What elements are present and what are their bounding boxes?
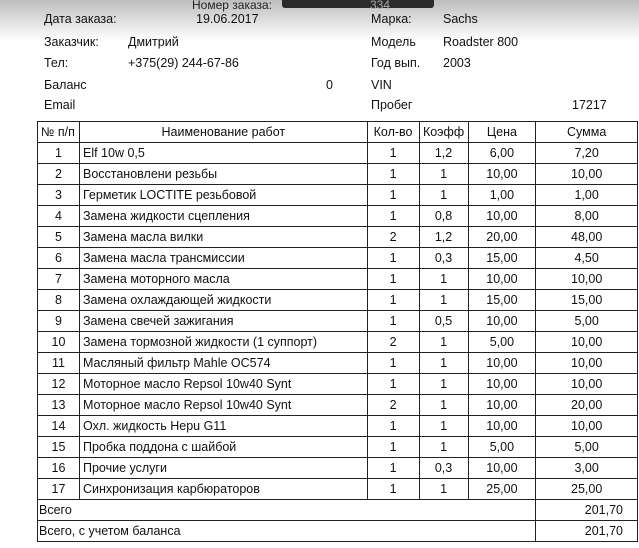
table-row (38, 458, 638, 479)
coefficient: 0,3 (419, 248, 468, 269)
price: 10,00 (468, 164, 536, 185)
table-row (38, 416, 638, 437)
row-number: 16 (38, 458, 80, 479)
price: 10,00 (468, 458, 536, 479)
price: 10,00 (468, 206, 536, 227)
date-label: Дата заказа: (44, 12, 117, 26)
header-price: Цена (468, 122, 536, 143)
work-name: Моторное масло Repsol 10w40 Synt (79, 374, 367, 395)
work-name: Замена моторного масла (79, 269, 367, 290)
total-value: 201,70 (536, 500, 638, 521)
work-name: Замена свечей зажигания (79, 311, 367, 332)
table-row (38, 227, 638, 248)
balance-value: 0 (326, 78, 333, 92)
order-number: 334 (370, 0, 391, 12)
work-name: Масляный фильтр Mahle OC574 (79, 353, 367, 374)
work-name: Моторное масло Repsol 10w40 Synt (79, 395, 367, 416)
price: 20,00 (468, 227, 536, 248)
row-number: 4 (38, 206, 80, 227)
header-number: № п/п (38, 122, 80, 143)
row-number: 15 (38, 437, 80, 458)
mileage-label: Пробег (371, 98, 413, 112)
coefficient: 0,5 (419, 311, 468, 332)
sum: 5,00 (536, 437, 638, 458)
price: 15,00 (468, 248, 536, 269)
work-name: Охл. жидкость Hepu G11 (79, 416, 367, 437)
price: 5,00 (468, 437, 536, 458)
coefficient: 1,2 (419, 227, 468, 248)
brand-label: Марка: (371, 12, 412, 26)
coefficient: 1 (419, 416, 468, 437)
work-name: Замена тормозной жидкости (1 суппорт) (79, 332, 367, 353)
mileage-value: 17217 (572, 98, 607, 112)
price: 10,00 (468, 395, 536, 416)
customer-label: Заказчик: (44, 35, 99, 49)
coefficient: 1,2 (419, 143, 468, 164)
quantity: 1 (367, 164, 419, 185)
table-row (38, 206, 638, 227)
sum: 8,00 (536, 206, 638, 227)
row-number: 6 (38, 248, 80, 269)
work-name: Elf 10w 0,5 (79, 143, 367, 164)
table-row (38, 290, 638, 311)
sum: 10,00 (536, 374, 638, 395)
work-name: Замена охлаждающей жидкости (79, 290, 367, 311)
date-value: 19.06.2017 (196, 12, 259, 26)
sum: 25,00 (536, 479, 638, 500)
quantity: 2 (367, 227, 419, 248)
row-number: 8 (38, 290, 80, 311)
total-label: Всего (38, 500, 536, 521)
order-number-label: Номер заказа: (192, 0, 273, 12)
header-sum: Сумма (536, 122, 638, 143)
row-number: 9 (38, 311, 80, 332)
coefficient: 1 (419, 269, 468, 290)
table-row (38, 248, 638, 269)
email-label: Email (44, 98, 76, 112)
row-number: 14 (38, 416, 80, 437)
work-name: Герметик LOCTITE резьбовой (79, 185, 367, 206)
phone-label: Тел: (44, 56, 69, 70)
model-label: Модель (371, 35, 416, 49)
work-name: Замена жидкости сцепления (79, 206, 367, 227)
table-row (38, 164, 638, 185)
coefficient: 1 (419, 479, 468, 500)
table-row (38, 185, 638, 206)
work-name: Замена масла вилки (79, 227, 367, 248)
quantity: 1 (367, 353, 419, 374)
row-number: 10 (38, 332, 80, 353)
coefficient: 0,8 (419, 206, 468, 227)
total-balance-row (38, 521, 638, 542)
price: 10,00 (468, 416, 536, 437)
work-name: Восстановлени резьбы (79, 164, 367, 185)
table-row (38, 311, 638, 332)
sum: 10,00 (536, 353, 638, 374)
table-row (38, 143, 638, 164)
header-name: Наименование работ (79, 122, 367, 143)
table-row (38, 395, 638, 416)
sum: 48,00 (536, 227, 638, 248)
year-label: Год вып. (371, 56, 421, 70)
order-number-tooltip (282, 0, 434, 8)
sum: 20,00 (536, 395, 638, 416)
year-value: 2003 (443, 56, 471, 70)
quantity: 1 (367, 479, 419, 500)
row-number: 11 (38, 353, 80, 374)
sum: 10,00 (536, 269, 638, 290)
row-number: 17 (38, 479, 80, 500)
header-qty: Кол-во (367, 122, 419, 143)
phone-value: +375(29) 244-67-86 (128, 56, 239, 70)
quantity: 2 (367, 332, 419, 353)
work-name: Пробка поддона с шайбой (79, 437, 367, 458)
quantity: 1 (367, 143, 419, 164)
works-table (37, 121, 638, 542)
sum: 3,00 (536, 458, 638, 479)
coefficient: 1 (419, 164, 468, 185)
price: 1,00 (468, 185, 536, 206)
row-number: 13 (38, 395, 80, 416)
quantity: 1 (367, 206, 419, 227)
sum: 4,50 (536, 248, 638, 269)
row-number: 2 (38, 164, 80, 185)
coefficient: 0,3 (419, 458, 468, 479)
table-row (38, 269, 638, 290)
sum: 10,00 (536, 416, 638, 437)
row-number: 5 (38, 227, 80, 248)
table-row (38, 332, 638, 353)
quantity: 1 (367, 290, 419, 311)
price: 6,00 (468, 143, 536, 164)
coefficient: 1 (419, 332, 468, 353)
sum: 5,00 (536, 311, 638, 332)
sum: 7,20 (536, 143, 638, 164)
coefficient: 1 (419, 290, 468, 311)
table-row (38, 353, 638, 374)
balance-label: Баланс (44, 78, 87, 92)
sum: 15,00 (536, 290, 638, 311)
price: 10,00 (468, 353, 536, 374)
work-name: Синхронизация карбюраторов (79, 479, 367, 500)
price: 10,00 (468, 311, 536, 332)
price: 10,00 (468, 269, 536, 290)
table-header (38, 122, 638, 143)
table-row (38, 374, 638, 395)
table-row (38, 479, 638, 500)
row-number: 3 (38, 185, 80, 206)
price: 15,00 (468, 290, 536, 311)
coefficient: 1 (419, 185, 468, 206)
model-value: Roadster 800 (443, 35, 519, 49)
quantity: 1 (367, 311, 419, 332)
coefficient: 1 (419, 437, 468, 458)
quantity: 1 (367, 416, 419, 437)
total-row (38, 500, 638, 521)
total-balance-label: Всего, с учетом баланса (38, 521, 536, 542)
price: 25,00 (468, 479, 536, 500)
sum: 10,00 (536, 332, 638, 353)
sum: 10,00 (536, 164, 638, 185)
vin-label: VIN (371, 78, 392, 92)
quantity: 1 (367, 437, 419, 458)
header-coef: Коэфф (419, 122, 468, 143)
work-name: Замена масла трансмиссии (79, 248, 367, 269)
quantity: 1 (367, 269, 419, 290)
quantity: 1 (367, 185, 419, 206)
table-row (38, 437, 638, 458)
price: 10,00 (468, 374, 536, 395)
coefficient: 1 (419, 353, 468, 374)
total-balance-value: 201,70 (536, 521, 638, 542)
quantity: 1 (367, 248, 419, 269)
quantity: 1 (367, 458, 419, 479)
coefficient: 1 (419, 374, 468, 395)
customer-value: Дмитрий (128, 35, 179, 49)
quantity: 1 (367, 374, 419, 395)
brand-value: Sachs (443, 12, 478, 26)
sum: 1,00 (536, 185, 638, 206)
work-name: Прочие услуги (79, 458, 367, 479)
row-number: 7 (38, 269, 80, 290)
row-number: 12 (38, 374, 80, 395)
quantity: 2 (367, 395, 419, 416)
price: 5,00 (468, 332, 536, 353)
coefficient: 1 (419, 395, 468, 416)
row-number: 1 (38, 143, 80, 164)
